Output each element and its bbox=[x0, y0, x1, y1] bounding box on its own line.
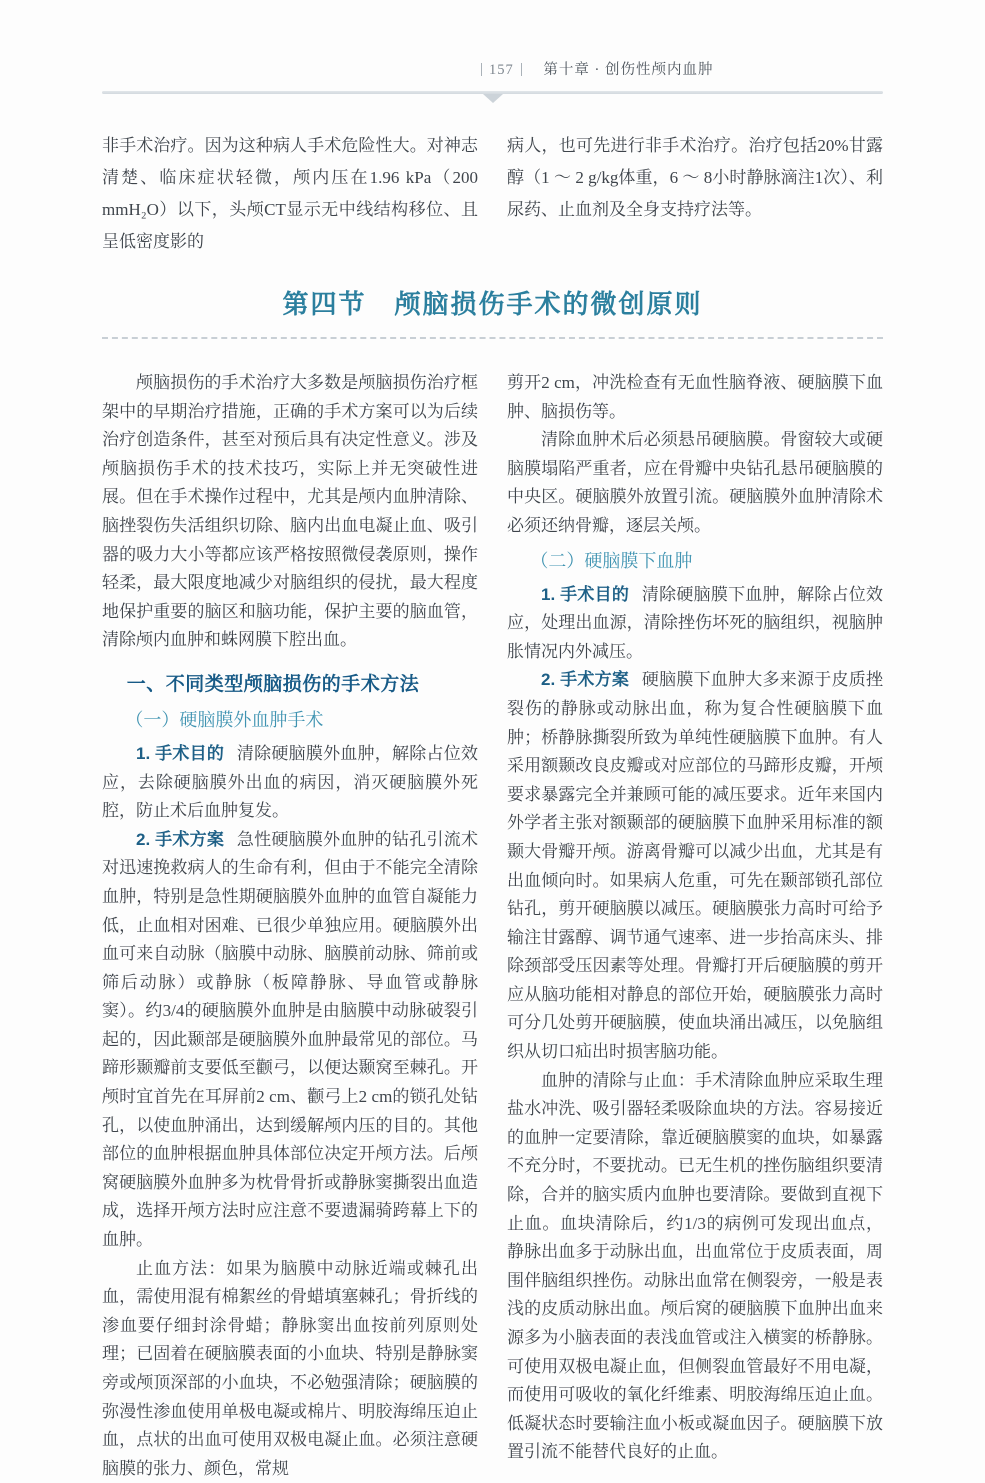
running-head bbox=[102, 58, 883, 79]
item-label: 1. 手术目的 bbox=[136, 743, 225, 763]
paragraph bbox=[102, 740, 478, 826]
chapter-title: 第十章 · 创伤性颅内血肿 bbox=[543, 62, 714, 78]
page-number-wrap bbox=[474, 62, 529, 78]
paragraph: 血肿的清除与止血：手术清除血肿应采取生理盐水冲洗、吸引器轻柔吸除血块的方法。容易接近的血肿一定要清除，靠近硬脑膜窦的血块，如暴露不充分时，不要扰动。已无生机的挫伤脑组织要清除，合并的脑实质内血肿也要清除。要做到直视下止血。血块清除后，约1/3的病例可发现出血点，静脉出血多于动脉出血，出血常位于皮质表面，周围伴脑组织挫伤。动脉出血常在侧裂旁，一般是表浅的皮质动脉出血。颅后窝的硬脑膜下血肿出血来源多为小脑表面的表浅血管或注入横窦的桥静脉。可使用双极电凝止血，但侧裂血管最好不用电凝，而使用可吸收的氧化纤维素、明胶海绵压迫止血。低凝状态时要输注血小板或凝血因子。硬脑膜下放置引流不能替代良好的止血。 bbox=[507, 1070, 883, 1462]
page-header bbox=[102, 0, 883, 94]
paragraph bbox=[102, 826, 478, 1255]
heading-surgical-methods: 一、不同类型颅脑损伤的手术方法 bbox=[126, 673, 420, 695]
item-label: 2. 手术方案 bbox=[541, 670, 630, 690]
subheading-subdural-hematoma: （二）硬脑膜下血肿 bbox=[530, 550, 693, 571]
intro-left-text: 非手术治疗。因为这种病人手术危险性大。对神志清楚、临床症状轻微，颅内压在1.96 kPa（200 mmH₂O）以下，头颅CT显示无中线结构移位、且呈低密度影的 bbox=[102, 136, 478, 251]
section-title: 第四节 颅脑损伤手术的微创原则 bbox=[282, 289, 703, 319]
intro-left-column bbox=[102, 130, 478, 258]
paragraph bbox=[507, 666, 883, 1066]
left-column bbox=[102, 369, 478, 1483]
body-columns bbox=[102, 369, 883, 1483]
item-text: 硬脑膜下血肿大多来源于皮质挫裂伤的静脉或动脉出血，称为复合性硬脑膜下血肿；桥静脉撕裂所致为单纯性硬脑膜下血肿。有人采用额颞改良皮瓣或对应部位的马蹄形皮瓣，开颅要求暴露完全并兼顾可能的减压要求。近年来国内外学者主张对额颞部的硬脑膜下血肿采用标准的额颞大骨瓣开颅。游离骨瓣可以减少出血，尤其是有出血倾向时。如果病人危重，可先在颞部锁孔部位钻孔，剪开硬脑膜以减压。硬脑膜张力高时可给予输注甘露醇、调节通气速率、进一步抬高床头、排除颈部受压因素等处理。骨瓣打开后硬脑膜的剪开应从脑功能相对静息的部位开始，硬脑膜张力高时可分几处剪开硬脑膜，使血块涌出减压，以免脑组织从切口疝出时损害脑功能。 bbox=[507, 670, 883, 1062]
header-rule bbox=[102, 91, 883, 94]
paragraph: 止血方法：如果为脑膜中动脉近端或棘孔出血，需使用混有棉絮丝的骨蜡填塞棘孔；骨折线的渗血要仔细封涂骨蜡；静脉窦出血按前列原则处理；已固着在硬脑膜表面的小血块、特别是静脉窦旁或颅顶深部的小血块，不必勉强清除；硬脑膜的弥漫性渗血使用单极电凝或棉片、明胶海绵压迫止血，点状的出血可使用双极电凝止血。必须注意硬脑膜的张力、颜色，常规 bbox=[102, 1258, 478, 1478]
item-text: 清除硬脑膜下血肿，解除占位效应，处理出血源，清除挫伤坏死的脑组织，视脑肿胀情况内外减压。 bbox=[507, 584, 883, 661]
item-label: 2. 手术方案 bbox=[136, 829, 225, 849]
paragraph: 颅脑损伤的手术治疗大多数是颅脑损伤治疗框架中的早期治疗措施，正确的手术方案可以为后续治疗创造条件，甚至对预后具有决定性意义。涉及颅脑损伤手术的技术技巧，实际上并无突破性进展。但在手术操作过程中，尤其是颅内血肿清除、脑挫裂伤失活组织切除、脑内出血电凝止血、吸引器的吸力大小等都应该严格按照微侵袭原则，操作轻柔，最大限度地减少对脑组织的侵扰，最大程度地保护重要的脑区和脑功能，保护主要的脑血管，清除颅内血肿和蛛网膜下腔出血。 bbox=[102, 373, 478, 650]
page-number: 157 bbox=[489, 62, 514, 78]
right-column bbox=[507, 369, 883, 1483]
intro-right-text: 病人，也可先进行非手术治疗。治疗包括20%甘露醇（1 ～ 2 g/kg体重，6 ～ 8小时静脉滴注1次）、利尿药、止血剂及全身支持疗法等。 bbox=[507, 136, 883, 219]
divider-bar bbox=[481, 63, 482, 76]
section-divider bbox=[102, 337, 883, 339]
intro-right-column bbox=[507, 130, 883, 258]
item-label: 1. 手术目的 bbox=[541, 584, 630, 604]
paragraph bbox=[507, 581, 883, 667]
triangle-marker-icon bbox=[483, 94, 503, 103]
item-text: 清除硬脑膜外血肿，解除占位效应，去除硬脑膜外出血的病因，消灭硬脑膜外死腔，防止术后血肿复发。 bbox=[102, 743, 478, 821]
item-text: 急性硬脑膜外血肿的钻孔引流术对迅速挽救病人的生命有利，但由于不能完全清除血肿，特别是急性期硬脑膜外血肿的血管自凝能力低，止血相对困难、已很少单独应用。硬脑膜外出血可来自动脉（脑膜中动脉、脑膜前动脉、筛前或筛后动脉）或静脉（板障静脉、导血管或静脉窦）。约3/4的硬脑膜外血肿是由脑膜中动脉破裂引起的，因此颞部是硬脑膜外血肿最常见的部位。马蹄形颞瓣前支要低至颧弓，以便达颞窝至棘孔。开颅时宜首先在耳屏前2 cm、颧弓上2 cm的锁孔处钻孔，以使血肿涌出，达到缓解颅内压的目的。其他部位的血肿根据血肿具体部位决定开颅方法。后颅窝硬脑膜外血肿多为枕骨骨折或静脉窦撕裂出血造成，选择开颅方法时应注意不要遗漏骑跨幕上下的血肿。 bbox=[102, 829, 478, 1250]
intro-continuation-block bbox=[102, 130, 883, 258]
paragraph: 清除血肿术后必须悬吊硬脑膜。骨窗较大或硬脑膜塌陷严重者，应在骨瓣中央钻孔悬吊硬脑膜的中央区。硬脑膜外放置引流。硬脑膜外血肿清除术必须还纳骨瓣，逐层关颅。 bbox=[507, 430, 883, 535]
divider-bar bbox=[521, 63, 522, 76]
paragraph-continuation: 剪开2 cm，冲洗检查有无血性脑脊液、硬脑膜下血肿、脑损伤等。 bbox=[507, 373, 883, 421]
subheading-epidural-hematoma: （一）硬脑膜外血肿手术 bbox=[125, 709, 324, 730]
